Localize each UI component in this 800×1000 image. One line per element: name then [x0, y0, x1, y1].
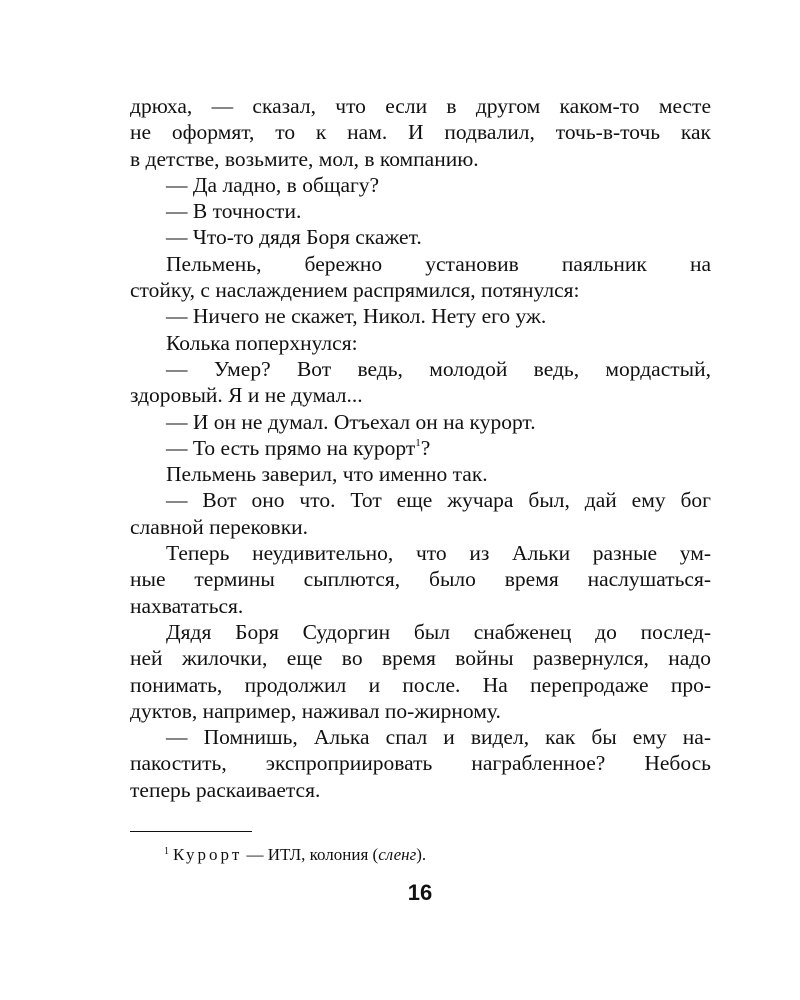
page-number: 16: [407, 880, 433, 905]
text-line: Дядя Боря Судоргин был снабженец до послед-: [166, 619, 711, 644]
dialogue-text-end: ?: [420, 435, 431, 460]
dialogue-line: — Что-то дядя Боря скажет.: [166, 225, 422, 250]
dialogue-line: — Умер? Вот ведь, молодой ведь, мордастый,: [166, 356, 711, 381]
dialogue-text: — То есть прямо на курорт: [166, 435, 416, 460]
body-text: [130, 93, 711, 803]
dialogue-line: — Ничего не скажет, Никол. Нету его уж.: [166, 304, 547, 329]
dialogue-line: — И он не думал. Отъехал он на курорт.: [166, 409, 536, 434]
text-line: дрюха, — сказал, что если в другом каком-то месте: [130, 94, 711, 118]
text-line: понимать, продолжил и после. На перепродаже про-: [130, 672, 711, 697]
footnote-term: Курорт: [173, 845, 243, 864]
footnote-slang: сленг: [378, 845, 417, 864]
footnote-marker: 1: [415, 436, 421, 449]
footnote-number: 1: [164, 846, 169, 857]
text-line: Колька поперхнулся:: [166, 330, 358, 355]
dialogue-line: [130, 435, 711, 461]
footnote: [164, 841, 426, 866]
text-line: стойку, с наслаждением распрямился, потянулся:: [130, 278, 580, 303]
footnote-text: — ИТЛ, колония (: [242, 845, 379, 864]
dialogue-line: — Помнишь, Алька спал и видел, как бы ему на-: [166, 725, 711, 750]
dialogue-line: — Да ладно, в общагу?: [166, 172, 380, 197]
text-line: ные термины сыплются, было время наслушаться-: [130, 567, 711, 592]
text-line: Теперь неудивительно, что из Альки разные ум-: [166, 541, 711, 566]
text-line: дуктов, например, наживал по-жирному.: [130, 698, 501, 723]
text-line: ней жилочки, еще во время войны развернулся, надо: [130, 646, 711, 671]
text-line: пакостить, экспроприировать награбленное? Небось: [130, 751, 711, 776]
dialogue-line: — Вот оно что. Тот еще жучара был, дай ему бог: [166, 488, 711, 513]
footnote-divider: [130, 831, 252, 832]
text-line: здоровый. Я и не думал...: [130, 383, 363, 408]
text-line: Пельмень заверил, что именно так.: [166, 462, 488, 487]
text-line: теперь раскаивается.: [130, 777, 321, 802]
text-line: нахвататься.: [130, 593, 244, 618]
text-line: не оформят, то к нам. И подвалил, точь-в-точь как: [130, 120, 711, 145]
text-line: славной перековки.: [130, 514, 309, 539]
text-line: Пельмень, бережно установив паяльник на: [166, 251, 711, 276]
footnote-text-end: ).: [416, 845, 427, 864]
dialogue-line: — В точности.: [166, 199, 302, 224]
text-line: в детстве, возьмите, мол, в компанию.: [130, 146, 479, 171]
